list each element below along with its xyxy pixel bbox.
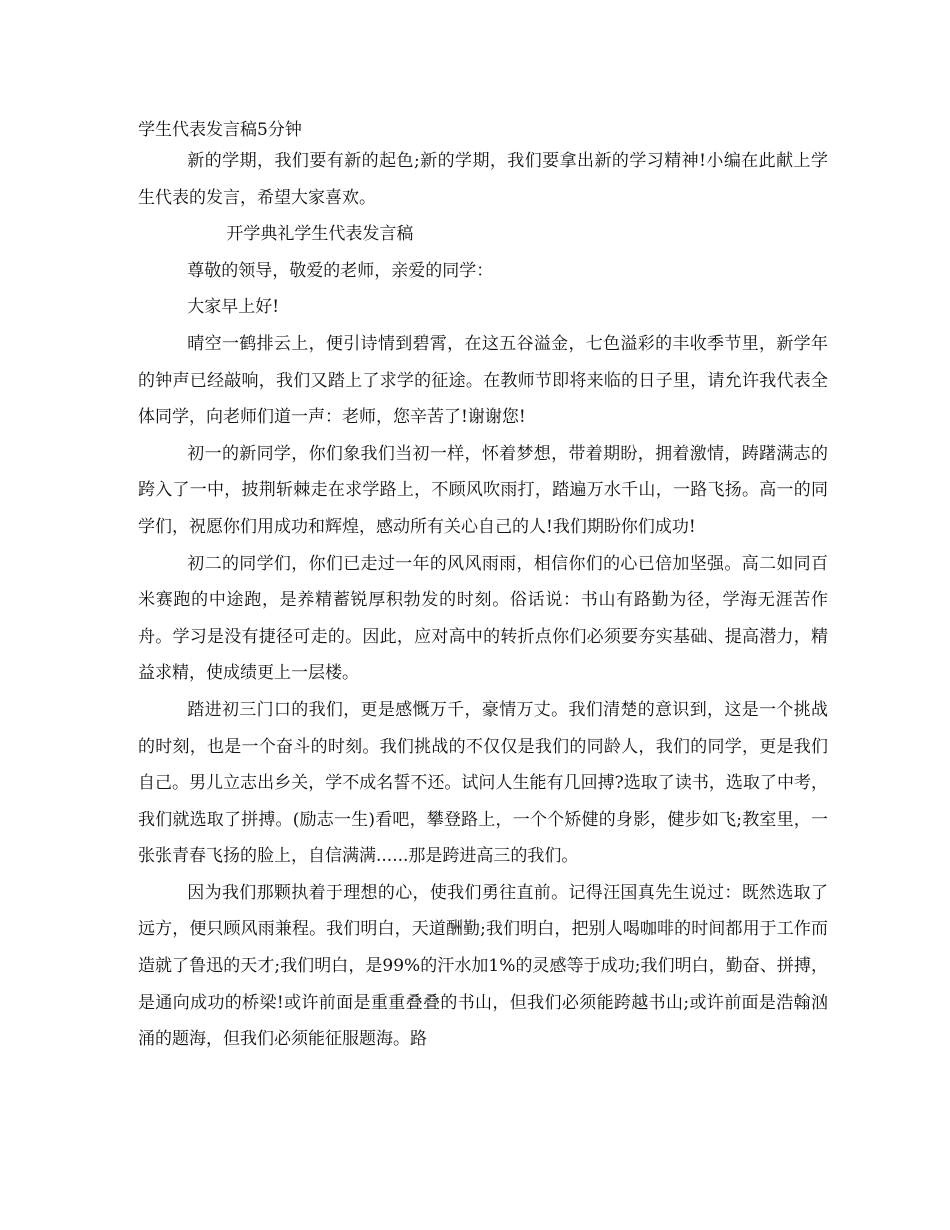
body-paragraph: 因为我们那颗执着于理想的心，使我们勇往直前。记得汪国真先生说过：既然选取了远方，便只顾风雨兼程。我们明白，天道酬勤;我们明白，把别人喝咖啡的时间都用于工作而造就了鲁迅的天才;我们明白，是99%的汗水加1%的灵感等于成功;我们明白，勤奋、拼搏，是通向成功的桥梁!或许前面是重重叠叠的书山，但我们必须能跨越书山;或许前面是浩翰汹涌的题海，但我们必须能征服题海。路 — [138, 882, 828, 1050]
speech-heading: 开学典礼学生代表发言稿 — [226, 224, 414, 245]
salutation: 尊敬的领导，敬爱的老师，亲爱的同学： — [187, 260, 494, 281]
document-body — [138, 143, 828, 1058]
document-title: 学生代表发言稿5分钟 — [138, 120, 302, 140]
body-paragraph: 初二的同学们，你们已走过一年的风风雨雨，相信你们的心已倍加坚强。高二如同百米赛跑的中途跑，是养精蓄锐厚积勃发的时刻。俗话说：书山有路勤为径，学海无涯苦作舟。学习是没有捷径可走的。因此，应对高中的转折点你们必须要夯实基础、提高潜力，精益求精，使成绩更上一层楼。 — [138, 553, 828, 684]
greeting: 大家早上好! — [187, 297, 280, 318]
body-paragraph: 晴空一鹤排云上，便引诗情到碧霄，在这五谷溢金，七色溢彩的丰收季节里，新学年的钟声已经敲响，我们又踏上了求学的征途。在教师节即将来临的日子里，请允许我代表全体同学，向老师们道一声：老师，您辛苦了!谢谢您! — [138, 333, 828, 428]
intro-paragraph: 新的学期，我们要有新的起色;新的学期，我们要拿出新的学习精神!小编在此献上学生代表的发言，希望大家喜欢。 — [138, 151, 828, 208]
body-paragraph: 踏进初三门口的我们，更是感慨万千，豪情万丈。我们清楚的意识到，这是一个挑战的时刻，也是一个奋斗的时刻。我们挑战的不仅仅是我们的同龄人，我们的同学，更是我们自己。男儿立志出乡关，学不成名誓不还。试问人生能有几回搏?选取了读书，选取了中考，我们就选取了拼搏。(励志一生)看吧，攀登路上，一个个矫健的身影，健步如飞;教室里，一张张青春飞扬的脸上，自信满满......那是跨进高三的我们。 — [138, 699, 828, 867]
body-paragraph: 初一的新同学，你们象我们当初一样，怀着梦想，带着期盼，拥着激情，踌躇满志的跨入了一中，披荆斩棘走在求学路上，不顾风吹雨打，踏遍万水千山，一路飞扬。高一的同学们，祝愿你们用成功和辉煌，感动所有关心自己的人!我们期盼你们成功! — [138, 443, 828, 537]
